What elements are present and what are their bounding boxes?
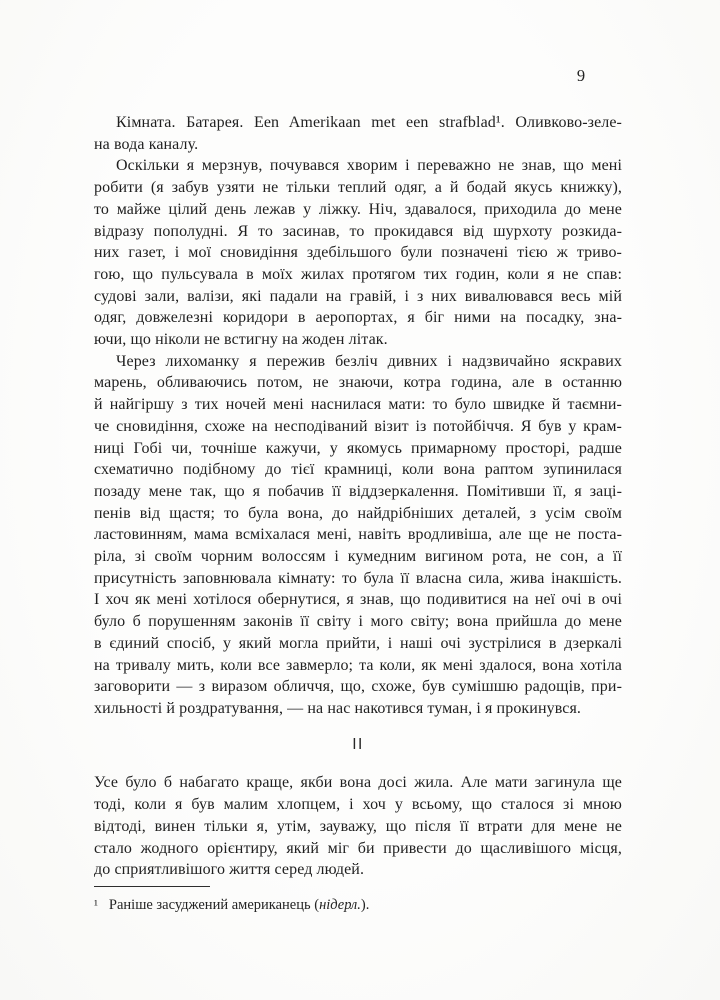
- text-line: марень, обливаючись потом, не знаючи, котра година, але в останню: [94, 374, 622, 392]
- footnote-text: Раніше засуджений американець (: [108, 897, 320, 914]
- text-line: робити (я забув узяти не тільки теплий одяг, а й бодай якусь книжку),: [94, 179, 622, 197]
- text-line: ниці Гобі чи, точніше кажучи, у якомусь примарному просторі, радше: [94, 439, 622, 457]
- footnote-marker: ¹: [94, 897, 98, 913]
- text-line: до сприятливішого життя серед людей.: [94, 861, 365, 879]
- text-line: Оскільки я мерзнув, почувався хворим і переважно не знав, що мені: [116, 157, 622, 175]
- footnote-text-suffix: ).: [360, 897, 370, 914]
- text-line: позаду мене так, що я побачив її віддзеркалення. Помітивши її, я заці-: [94, 482, 622, 500]
- text-line: присутність заповнювала кімнату: то була її власна сила, жива інакшість.: [94, 569, 622, 587]
- paragraph: [94, 155, 622, 350]
- text-line: стало жодного орієнтиру, який міг би привести до щасливішого місця,: [94, 839, 622, 857]
- paragraph: [94, 772, 622, 881]
- footnote-rule: [94, 886, 210, 888]
- text-line: то майже цілий день лежав у ліжку. Ніч, здавалося, приходила до мене: [94, 200, 622, 218]
- text-line: на тривалу мить, коли все завмерло; та коли, як мені здалося, вона хотіла: [94, 656, 622, 674]
- text-line: че сновидіння, схоже на несподіваний візит із потойбіччя. Я був у крам-: [94, 417, 622, 435]
- text-line: було б порушенням законів її світу і мого світу; вона прийшла до мене: [94, 613, 622, 631]
- text-line: Через лихоманку я пережив безліч дивних і надзвичайно яскравих: [116, 352, 622, 370]
- text-line: схематично подібному до тієї крамниці, коли вона раптом зупинилася: [94, 461, 622, 479]
- text-line: одяг, довжелезні коридори в аеропортах, я біг ними на посадку, зна-: [94, 309, 622, 327]
- text-line: заговорити — з виразом обличчя, що, схоже, був сумішшю радощів, при-: [94, 678, 622, 696]
- text-line: на вода каналу.: [94, 135, 199, 153]
- text-line: судові зали, валізи, які падали на гравій, і з них вивалювався весь мій: [94, 287, 622, 305]
- text-line: Усе було б набагато краще, якби вона досі жила. Але мати загинула ще: [94, 774, 622, 792]
- body-text: [94, 112, 622, 881]
- text-line: відтоді, винен тільки я, утім, зауважу, що після її втрати для мене не: [94, 817, 622, 835]
- text-line: них газет, і мої сновидіння здебільшого були позначені тією ж триво-: [94, 244, 622, 262]
- text-line: ючи, що ніколи не встигну на жоден літак.: [94, 331, 388, 349]
- text-line: тоді, коли я був малим хлопцем, і хоч у всьому, що сталося зі мною: [94, 796, 622, 814]
- page-number: 9: [576, 66, 586, 85]
- text-line: й найгіршу з тих ночей мені наснилася мати: то було швидке й таємни-: [94, 396, 622, 414]
- text-line: ластовинням, мама всміхалася мені, навіть вродливіша, але ще не поста-: [94, 526, 622, 544]
- paragraph: [94, 112, 622, 155]
- text-line: хильності й роздратування, — на нас накотився туман, і я прокинувся.: [94, 699, 582, 717]
- paragraph: [94, 351, 622, 720]
- text-line: відразу пополудні. Я то засинав, то прокидався від шурхоту розкида-: [94, 222, 622, 240]
- text-column: [94, 112, 622, 915]
- text-line: в єдиний спосіб, у який могла прийти, і наші очі зустрілися в дзеркалі: [94, 634, 622, 652]
- text-line: пенів від щастя; то була вона, до найдрібніших деталей, з усім своїм: [94, 504, 622, 522]
- footnote-language-label: нідерл.: [319, 897, 361, 914]
- chapter-section-heading: II: [352, 735, 364, 753]
- footnote: [94, 895, 622, 915]
- text-line: ріла, зі своїм чорним волоссям і кумедним вигином рота, не сон, а її: [94, 548, 622, 566]
- text-line: гою, що пульсувала в моїх жилах протягом тих годин, коли я не спав:: [94, 265, 622, 283]
- text-line: Кімната. Батарея. Een Amerikaan met een strafblad¹. Оливково-зеле-: [116, 114, 622, 131]
- text-line: І хоч як мені хотілося обернутися, я знав, що подивитися на неї очі в очі: [94, 591, 622, 609]
